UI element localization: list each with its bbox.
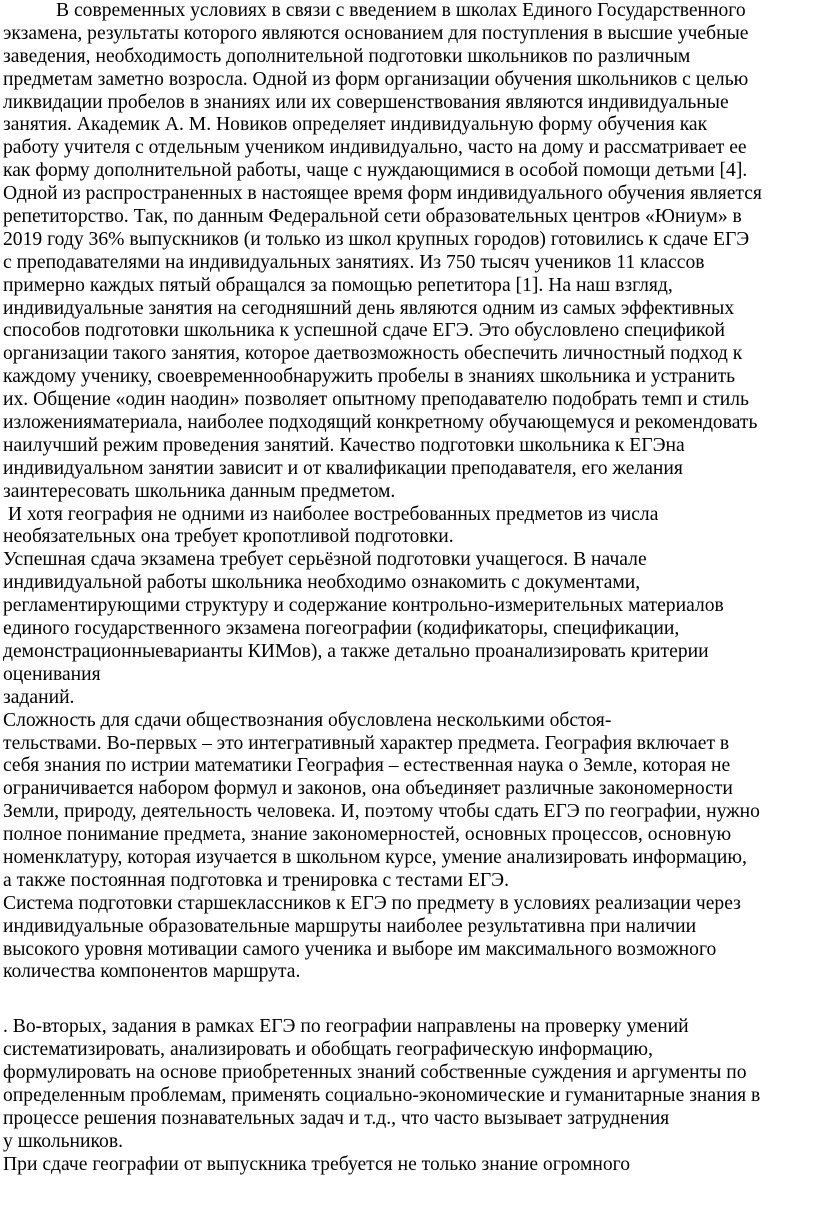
text-line: способов подготовки школьника к успешной сдаче ЕГЭ. Это обусловлено спецификой (3, 320, 725, 342)
text-line: изложенияматериала, наиболее подходящий конкретному обучающемуся и рекомендовать (3, 412, 758, 434)
text-line: оценивания (3, 663, 101, 685)
text-line: полное понимание предмета, знание закономерностей, основных процессов, основную (3, 824, 732, 846)
text-line: И хотя география не одними из наиболее востребованных предметов из числа (3, 503, 659, 525)
text-line: единого государственного экзамена погеографии (кодификаторы, спецификации, (3, 618, 680, 640)
text-line: себя знания по истрии математики География – естественная наука о Земле, которая не (3, 755, 731, 777)
text-line: ликвидации пробелов в знаниях или их совершенствования являются индивидуальные (3, 91, 729, 113)
text-line: Земли, природу, деятельность человека. И, поэтому чтобы сдать ЕГЭ по географии, нужно (3, 801, 760, 823)
text-line: а также постоянная подготовка и тренировка с тестами ЕГЭ. (3, 869, 509, 891)
text-line: 2019 году 36% выпускников (и только из школ крупных городов) готовились к сдаче ЕГЭ (3, 228, 750, 250)
text-line: высокого уровня мотивации самого ученика и выборе им максимального возможного (3, 938, 717, 960)
text-line: Сложность для сдачи обществознания обусловлена несколькими обстоя- (3, 709, 612, 731)
text-line: у школьников. (3, 1130, 124, 1152)
text-line: занятия. Академик А. М. Новиков определяет индивидуальную форму обучения как (3, 114, 708, 136)
text-line: процессе решения познавательных задач и т.д., что часто вызывает затруднения (3, 1107, 670, 1129)
text-line: формулировать на основе приобретенных знаний собственные суждения и аргументы по (3, 1062, 747, 1084)
text-line: их. Общение «один наодин» позволяет опытному преподавателю подобрать темп и стиль (3, 389, 749, 411)
text-line: с преподавателями на индивидуальных занятиях. Из 750 тысяч учеников 11 классов (3, 251, 705, 273)
text-line: При сдаче географии от выпускника требуется не только знание огромного (3, 1153, 631, 1175)
text-line: заинтересовать школьника данным предметом. (3, 480, 396, 502)
text-line: количества компонентов маршрута. (3, 961, 301, 983)
text-line: индивидуальной работы школьника необходимо ознакомить с документами, (3, 572, 641, 594)
text-line: Успешная сдача экзамена требует серьёзной подготовки учащегося. В начале (3, 549, 647, 571)
text-line: систематизировать, анализировать и обобщать географическую информацию, (3, 1039, 653, 1061)
text-line: Одной из распространенных в настоящее время форм индивидуального обучения является (3, 183, 762, 205)
text-line: демонстрационныеварианты КИМов), а также детально проанализировать критерии (3, 640, 709, 662)
text-line: примерно каждых пятый обращался за помощью репетитора [1]. На наш взгляд, (3, 274, 673, 296)
text-line: регламентирующими структуру и содержание контрольно-измерительных материалов (3, 595, 724, 617)
text-line: каждому ученику, своевременнообнаружить пробелы в знаниях школьника и устранить (3, 366, 736, 388)
paragraph (3, 893, 814, 985)
text-line: тельствами. Во-первых – это интегративный характер предмета. География включает в (3, 732, 730, 754)
text-line: В современных условиях в связи с введением в школах Единого Государственного (56, 0, 746, 21)
paragraph (3, 710, 814, 893)
text-line: ограничивается набором формул и законов, она объединяет различные закономерности (3, 778, 733, 800)
paragraph (3, 1154, 814, 1177)
text-line: организации такого занятия, которое даетвозможность обеспечить личностный подход к (3, 343, 743, 365)
paragraph (3, 549, 814, 709)
text-line: наилучший режим проведения занятий. Качество подготовки школьника к ЕГЭна (3, 434, 685, 456)
text-line: репетиторство. Так, по данным Федеральной сети образовательных центров «Юниум» в (3, 206, 742, 228)
text-line: Система подготовки старшеклассников к ЕГЭ по предмету в условиях реализации через (3, 892, 741, 914)
text-line: необязательных она требует кропотливой подготовки. (3, 526, 454, 548)
paragraph (3, 1016, 814, 1153)
text-line: индивидуальном занятии зависит и от квалификации преподавателя, его желания (3, 457, 683, 479)
text-line: индивидуальные образовательные маршруты наиболее результативна при наличии (3, 915, 697, 937)
text-line: номенклатуру, которая изучается в школьном курсе, умение анализировать информацию, (3, 846, 747, 868)
paragraph-spacer (3, 984, 814, 1016)
text-line: как форму дополнительной работы, чаще с нуждающимися в особой помощи детьми [4]. (3, 160, 748, 182)
text-line: предметам заметно возросла. Одной из форм организации обучения школьников с целью (3, 68, 749, 90)
text-line: индивидуальные занятия на сегодняшний день являются одним из самых эффективных (3, 297, 735, 319)
text-line: определенным проблемам, применять социально-экономические и гуманитарные знания в (3, 1084, 761, 1106)
text-line: . Во-вторых, задания в рамках ЕГЭ по географии направлены на проверку умений (3, 1016, 689, 1038)
text-line: работу учителя с отдельным учеником индивидуально, часто на дому и рассматривает ее (3, 137, 747, 159)
paragraph (3, 504, 814, 550)
text-line: заданий. (3, 686, 75, 708)
text-line: заведения, необходимость дополнительной подготовки школьников по различным (3, 45, 691, 67)
text-line: экзамена, результаты которого являются основанием для поступления в высшие учебные (3, 22, 749, 44)
paragraph (3, 0, 814, 504)
